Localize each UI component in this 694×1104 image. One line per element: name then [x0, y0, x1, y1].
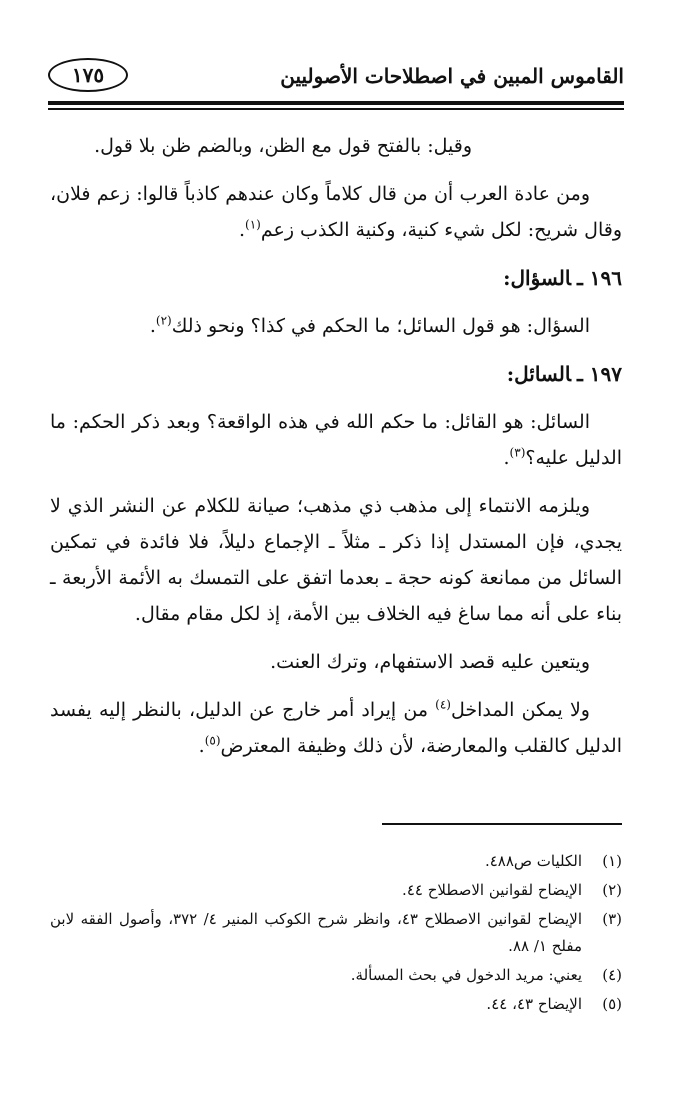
footnote-text: الإيضاح ٤٣، ٤٤.: [486, 995, 582, 1013]
paragraph-1: [50, 128, 622, 164]
paragraph-3-end: .: [149, 315, 156, 337]
paragraph-7-start: ولا يمكن المداخل: [450, 699, 590, 721]
paragraph-4: [50, 404, 622, 476]
footnote-text: الكليات ص٤٨٨.: [484, 852, 582, 870]
footnote-number: (٥): [602, 995, 622, 1013]
footnote-item: [50, 991, 622, 1018]
header-rule-thick: [48, 101, 624, 105]
footnote-item: [50, 848, 622, 875]
footnote-ref-4: (٤): [435, 697, 451, 712]
heading-197-number: ١٩٧ ـ: [576, 362, 622, 386]
paragraph-7-end: .: [198, 735, 205, 757]
paragraph-7-middle: من إيراد أمر خارج عن الدليل، بالنظر إليه يفسد الدليل كالقلب والمعارضة، لأن ذلك وظيفة المعترض: [50, 699, 622, 757]
paragraph-2: [50, 176, 622, 248]
footnote-separator: [382, 823, 622, 825]
footnote-number: (١): [602, 852, 622, 870]
paragraph-5-text: ويلزمه الانتماء إلى مذهب ذي مذهب؛ صيانة للكلام عن النشر الذي لا يجدي، فإن المستدل إذا ذكر ـ مثلاً ـ الإجماع دليلاً، فلا فائدة في تمكين السائل من ممانعة كونه حجة ـ بعدما اتفق على التمسك به الأئمة الأربعة ـ بناء على أنه مما ساغ فيه الخلاف بين الأمة، إذ لكل مقام مقال.: [50, 495, 622, 625]
heading-196: [50, 260, 622, 296]
paragraph-6-text: ويتعين عليه قصد الاستفهام، وترك العنت.: [270, 651, 590, 673]
heading-197-title: السائل:: [506, 362, 571, 386]
footnote-number: (٢): [602, 881, 622, 899]
heading-197: [50, 356, 622, 392]
header-rule-thin: [48, 108, 624, 110]
footnote-number: (٤): [602, 966, 622, 984]
paragraph-4-end: .: [503, 447, 510, 469]
paragraph-7: [50, 692, 622, 764]
paragraph-5: [50, 488, 622, 632]
footnote-ref-3: (٣): [509, 445, 526, 460]
footnote-number: (٣): [602, 910, 622, 928]
footnote-text: الإيضاح لقوانين الاصطلاح ٤٤.: [402, 881, 582, 899]
paragraph-3-text: السؤال: هو قول السائل؛ ما الحكم في كذا؟ ونحو ذلك: [171, 315, 590, 337]
paragraph-2-end: .: [238, 219, 246, 241]
paragraph-6: [50, 644, 622, 680]
page-header: [48, 56, 624, 100]
heading-196-title: السؤال:: [503, 266, 571, 290]
footnote-ref-5: (٥): [204, 733, 221, 748]
paragraph-4-text: السائل: هو القائل: ما حكم الله في هذه الواقعة؟ وبعد ذكر الحكم: ما الدليل عليه؟: [50, 411, 622, 469]
heading-196-number: ١٩٦ ـ: [576, 266, 622, 290]
footnote-ref-1: (١): [245, 217, 261, 232]
footnote-item: [50, 906, 622, 960]
paragraph-2-text: ومن عادة العرب أن من قال كلاماً وكان عندهم كاذباً قالوا: زعم فلان، وقال شريح: لكل شيء كنية، وكنية الكذب زعم: [50, 183, 622, 241]
main-text: [50, 128, 622, 776]
paragraph-1-text: وقيل: بالفتح قول مع الظن، وبالضم ظن بلا قول.: [94, 135, 472, 157]
footnote-text: الإيضاح لقوانين الاصطلاح ٤٣، وانظر شرح الكوكب المنير ٤/ ٣٧٢، وأصول الفقه لابن مفلح ١/ ٨٨.: [50, 910, 582, 955]
paragraph-3: [50, 308, 622, 344]
page-number-badge: ١٧٥: [48, 58, 128, 92]
footnotes: [50, 848, 622, 1020]
footnote-text: يعني: مريد الدخول في بحث المسألة.: [350, 966, 582, 984]
footnote-ref-2: (٢): [155, 313, 172, 328]
footnote-item: [50, 877, 622, 904]
running-title: القاموس المبين في اصطلاحات الأصوليين: [280, 64, 624, 88]
footnote-item: [50, 962, 622, 989]
